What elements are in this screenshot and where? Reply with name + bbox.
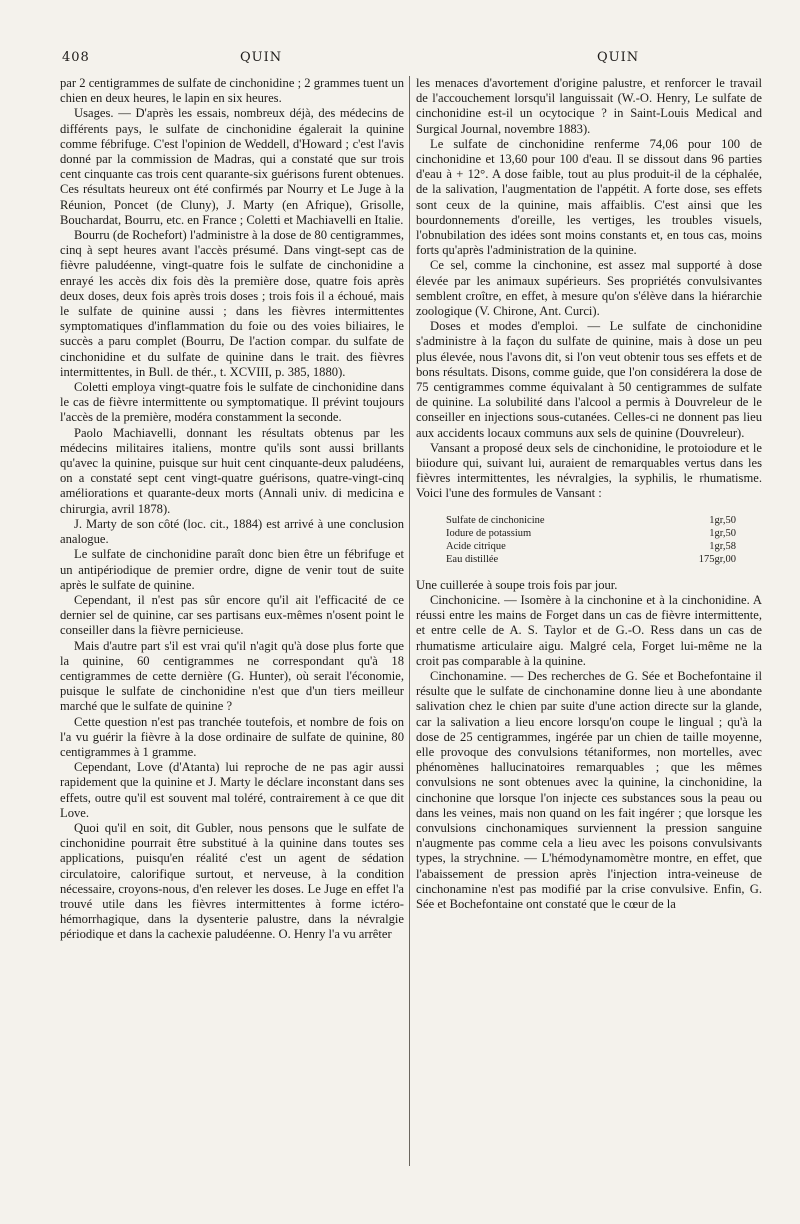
formula-ingredient: Sulfate de cinchonicine bbox=[446, 514, 545, 526]
paragraph: Coletti employa vingt-quatre fois le sulfate de cinchonidine dans le cas de fièvre intermittente ou symptomatique. Il prévint toujours l'accès de la première, modéra constamment la seconde. bbox=[60, 380, 404, 425]
running-head-right: QUIN bbox=[597, 50, 640, 65]
paragraph: Paolo Machiavelli, donnant les résultats obtenus par les médecins militaires italiens, montre qu'ils sont aussi brillants qu'avec la quinine, puisque sur huit cent cinquante-deux paludéens, on a constaté sept cent vingt-quatre guérisons, quatre-vingt-cinq améliorations et quarante-deux morts (Annali univ. di medicina e chirurgia, avril 1878). bbox=[60, 425, 404, 516]
formula-row bbox=[446, 540, 736, 553]
formula-table bbox=[446, 514, 736, 566]
paragraph: Cependant, Love (d'Atanta) lui reproche de ne pas agir aussi rapidement que la quinine et J. Marty le déclare inconstant dans ses effets, outre qu'il est souvent mal toléré, contrairement à ce que dit Love. bbox=[60, 760, 404, 820]
formula-amount: 1gr,50 bbox=[709, 527, 736, 539]
paragraph: Cinchonamine. — Des recherches de G. Sée et Bochefontaine il résulte que le sulfate de cinchonamine donne lieu à une abondante salivation chez le chien par suite d'une action directe sur la glande, car la salivation a lieu encore lorsqu'on coupe le lingual ; qu'à la dose de 25 centigrammes, ingérée par un chien de taille moyenne, elle provoque des convulsions tétaniformes, non mortelles, avec phénomènes hallucinatoires remarquables ; que les mêmes convulsions ne sont obtenues avec la quinine, la cinchonidine, la cinchonine que lorsque l'on injecte ces substances sous la peau ou dans les veines, mais non quand on les fait ingérer ; que lorsque les convulsions cinchonamiques surviennent la pression sanguine n'augmente pas comme cela a lieu avec les poisons convulsivants types, la strychnine. — L'hémodynamomètre montre, en effet, que l'abaissement de pression après l'injection intra-veineuse de cinchonamine n'est pas modifié par la crise convulsive. Enfin, G. Sée et Bochefontaine ont constaté que le cœur de la bbox=[416, 668, 762, 911]
paragraph: Le sulfate de cinchonidine paraît donc bien être un fébrifuge et un antipériodique de premier ordre, digne de venir tout de suite après le sulfate de quinine. bbox=[60, 547, 404, 592]
paragraph: Le sulfate de cinchonidine renferme 74,06 pour 100 de cinchonidine et 13,60 pour 100 d'eau. Il se dissout dans 96 parties d'eau à + 12°. A dose faible, tout au plus produit-il de la céphalée, de la salivation, l'augmentation de l'appétit. A forte dose, ses effets sont ceux de la quinine, mais affaiblis. C'est ainsi que les bourdonnements d'oreille, les vertiges, les troubles visuels, l'obnubilation des idées sont moins constants et, en tous cas, moins forts qu'après l'administration de la quinine. bbox=[416, 136, 762, 258]
formula-amount: 1gr,58 bbox=[709, 540, 736, 552]
formula-row bbox=[446, 527, 736, 540]
page-header bbox=[62, 50, 762, 70]
paragraph: Cette question n'est pas tranchée toutefois, et nombre de fois on l'a vu guérir la fièvre à la dose ordinaire de sulfate de quinine, 80 centigrammes à 1 gramme. bbox=[60, 714, 404, 759]
paragraph: les menaces d'avortement d'origine palustre, et renforcer le travail de l'accouchement lorsqu'il languissait (W.-O. Henry, Le sulfate de cinchonidine est-il un ocytocique ? in Saint-Louis Medical and Surgical Journal, novembre 1883). bbox=[416, 76, 762, 136]
paragraph: Mais d'autre part s'il est vrai qu'il n'agit qu'à dose plus forte que la quinine, 60 centigrammes ne correspondant qu'à 18 centigrammes de cette dernière (G. Hunter), où serait l'économie, puisque le sulfate de cinchonidine n'est que d'un tiers meilleur marché que le sulfate de quinine ? bbox=[60, 638, 404, 714]
column-divider bbox=[409, 76, 410, 1166]
paragraph: Cinchonicine. — Isomère à la cinchonine et à la cinchonidine. A réussi entre les mains de Forget dans un cas de fièvre intermittente, et entre celle de A. S. Taylor et de G.-O. Ress dans un cas de rhumatisme articulaire aigu. Malgré cela, Forget lui-même ne la croit pas comparable à la quinine. bbox=[416, 592, 762, 668]
paragraph: Bourru (de Rochefort) l'administre à la dose de 80 centigrammes, cinq à sept heures avant l'accès présumé. Dans vingt-sept cas de fièvre paludéenne, vingt-quatre fois le sulfate de cinchonidine a enrayé les accès dix fois dès la première dose, quatre fois après deux doses, deux fois après trois doses ; trois fois il a échoué, mais le sulfate de quinine aussi ; dans les fièvres intermittentes symptomatiques d'inflammation du foie ou des voies biliaires, le succès a paru complet (Bourru, De l'action compar. du sulfate de cinchonidine et du sulfate de quinine dans le trait. des fièvres intermittentes, in Bull. de thér., t. XCVIII, p. 385, 1880). bbox=[60, 228, 404, 379]
paragraph: Ce sel, comme la cinchonine, est assez mal supporté à dose élevée par les animaux supérieurs. Ses propriétés convulsivantes semblent croître, en effet, à mesure qu'on s'élève dans la hiérarchie zoologique (V. Chirone, Ant. Curci). bbox=[416, 258, 762, 319]
paragraph: Une cuillerée à soupe trois fois par jour. bbox=[416, 577, 618, 592]
formula-amount: 1gr,50 bbox=[709, 514, 736, 526]
left-column bbox=[60, 76, 404, 943]
paragraph: Cependant, il n'est pas sûr encore qu'il ait l'efficacité de ce dernier sel de quinine, car ses partisans eux-mêmes n'osent point le conseiller dans la fièvre pernicieuse. bbox=[60, 592, 404, 638]
formula-ingredient: Eau distillée bbox=[446, 553, 499, 565]
paragraph: J. Marty de son côté (loc. cit., 1884) est arrivé à une conclusion analogue. bbox=[60, 516, 404, 547]
paragraph: Doses et modes d'emploi. — Le sulfate de cinchonidine s'administre à la façon du sulfate de quinine, mais à dose un peu plus élevée, nous l'avons dit, si l'on veut obtenir tous ses effets et de bons résultats. Disons, comme guide, que l'on considérera la dose de 75 centigrammes comme équivalant à 50 centigrammes de sulfate de quinine. La solubilité dans l'alcool a permis à Douvreleur de le conseiller en injections sous-cutanées. Celles-ci ne donnent pas lieu aux accidents locaux communs aux sels de quinine (Douvreleur). bbox=[416, 319, 762, 440]
formula-amount: 175gr,00 bbox=[698, 553, 736, 565]
running-head-left: QUIN bbox=[240, 50, 283, 65]
formula-row bbox=[446, 553, 736, 566]
formula-ingredient: Acide citrique bbox=[446, 540, 506, 552]
paragraph: Quoi qu'il en soit, dit Gubler, nous pensons que le sulfate de cinchonidine pourrait être substitué à la quinine dans toutes ses applications, puisqu'en réalité c'est un agent de sédation circulatoire, calorifique surtout, et nerveuse, à la condition nécessaire, croyons-nous, d'en relever les doses. Le Juge en effet l'a trouvé utile dans les fièvres intermittentes à forme ictéro-hémorrhagique, dans la dysenterie palustre, dans la névralgie périodique et dans la cachexie paludéenne. O. Henry l'a vu arrêter bbox=[60, 820, 404, 942]
paragraph: par 2 centigrammes de sulfate de cinchonidine ; 2 grammes tuent un chien en deux heures, le lapin en six heures. bbox=[60, 76, 404, 106]
paragraph: Usages. — D'après les essais, nombreux déjà, des médecins de différents pays, le sulfate de cinchonidine égalerait la quinine comme fébrifuge. C'est l'opinion de Weddell, d'Howard ; c'est l'avis donné par la commission de Madras, qui a constaté que sur trois cent cinquante cas trois cent quarante-six guérisons furent obtenues. Ces résultats heureux ont été confirmés par Nourry et Le Juge à la Réunion, Poncet (de Cluny), J. Marty (en Afrique), Grisolle, Bouchardat, Bourru, etc. en France ; Coletti et Machiavelli en Italie. bbox=[60, 106, 404, 227]
formula-row bbox=[446, 514, 736, 527]
formula-ingredient: Iodure de potassium bbox=[446, 527, 532, 539]
right-column bbox=[416, 76, 762, 912]
paragraph: Vansant a proposé deux sels de cinchonidine, le protoiodure et le biiodure qui, suivant lui, auraient de remarquables vertus dans les fièvres intermittentes, les névralgies, la syphilis, le rhumatisme. Voici l'une des formules de Vansant : bbox=[416, 440, 762, 501]
page-number: 408 bbox=[62, 50, 90, 65]
